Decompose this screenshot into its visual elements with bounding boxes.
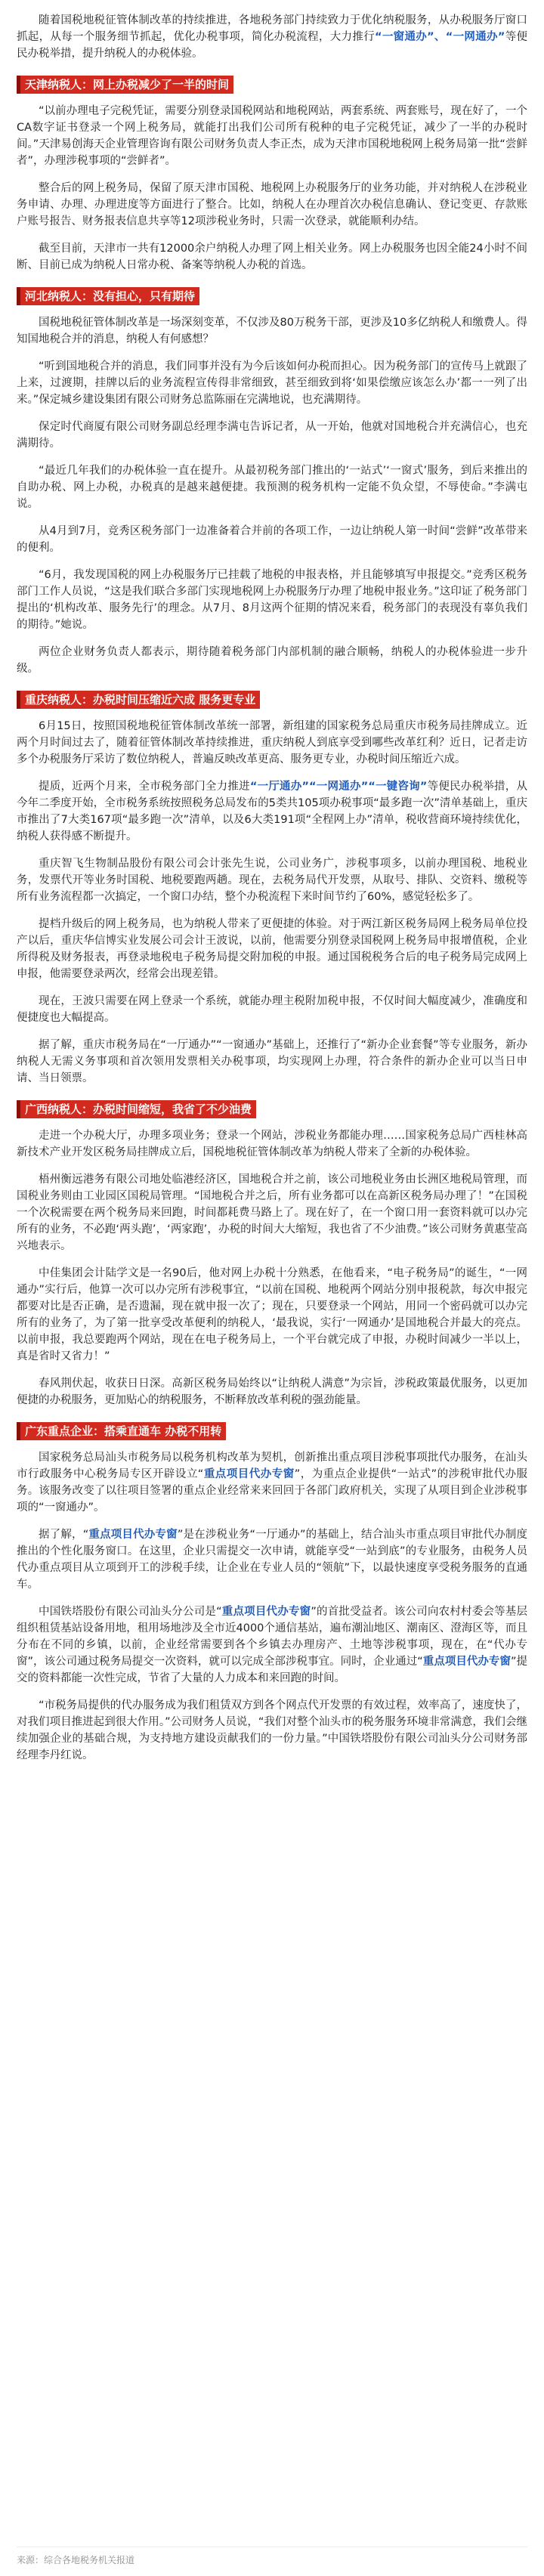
- paragraph: 据了解，重庆市税务局在“一厅通办”“一窗通办”基础上，还推行了“新办企业套餐”等专业服务，新办纳税人无需义务事项和首次领用发票相关办税事项，均实现网上办理，符合条件的新办企业可以当日申请、当日领票。: [17, 1039, 527, 1084]
- paragraph: 中国铁塔股份有限公司汕头分公司是“重点项目代办专窗”的首批受益者。该公司向农村村委会等基层组织租赁基站设备用地，租用场地涉及全市近4000个通信基站，遍布潮汕地区、潮南区、澄海区等，而且分布在不同的乡镇，以前，企业经常需要到各个乡镇去办理房产、土地等涉税事项，现在，在“代办专窗”，该公司通过税务局提交一次资料，就可以完成全部涉税事宜。同时，企业通过“重点项目代办专窗”提交的资料都能一次性完成，节省了大量的人力成本和来回跑的时间。: [17, 1606, 528, 1684]
- paragraph: “最近几年我们的办税体验一直在提升。从最初税务部门推出的‘一站式’‘一窗式’服务，到后来推出的自助办税、网上办税，办税真的是越来越便捷。我预测的税务机构一定能不负众望，不辱使命。”李满屯说。: [17, 465, 527, 510]
- section-chongqing: [17, 688, 527, 1087]
- section-heading: 河北纳税人：没有担心，只有期待: [17, 287, 199, 305]
- paragraph: 据了解，“重点项目代办专窗”是在涉税业务“一厅通办”的基础上，结合汕头市重点项目审批代办制度推出的个性化服务窗口。在这里，企业只需提交一次申请，就能享受“一站到底”的专业服务，由税务人员代办重点项目从立项到开工的涉税手续，让企业在专业人员的“领航”下，以最快速度享受税务服务的直通车。: [17, 1529, 527, 1591]
- paragraph: 两位企业财务负责人都表示，期待随着税务部门内部机制的融合顺畅，纳税人的办税体验进一步升级。: [17, 646, 527, 675]
- paragraph: 整合后的网上税务局，保留了原天津市国税、地税网上办税服务厅的业务功能，并对纳税人在涉税业务申请、办理、办理进度等方面进行了整合。比如，纳税人在办理首次办税信息确认、登记变更、存款账户账号报告、财务报表信息共享等12项涉税业务时，只需一次登录，就能顺利办结。: [17, 182, 527, 227]
- highlight-phrase: 重点项目代办专窗: [422, 1656, 511, 1668]
- paragraph: 春风荆伏起，收获日日深。高新区税务局始终以“让纳税人满意”为宗旨，涉税政策最优服务，以更加便捷的办税服务，更加贴心的纳税服务，不断释放改革利税的强劲能量。: [17, 1378, 527, 1406]
- source-footer: 来源：综合各地税务机关报道: [17, 2547, 527, 2567]
- intro-paragraph: 随着国税地税征管体制改革的持续推进，各地税务部门持续致力于优化纳税服务，从办税服务厅窗口抓起，从每一个服务细节抓起，优化办税事项，简化办税流程，大力推行“一窗通办”、“一网通办”等便民办税举措，提升纳税人的办税体验。: [17, 14, 527, 60]
- paragraph: 走进一个办税大厅，办理多项业务；登录一个网站，涉税业务都能办理……国家税务总局广西桂林高新技术产业开发区税务局挂牌成立后，国税地税征管体制改革为纳税人带来了全新的办税体验。: [17, 1130, 527, 1158]
- paragraph: 截至目前，天津市一共有12000余户纳税人办理了网上相关业务。网上办税服务也因全能24小时不间断、目前已成为纳税人日常办税、备案等纳税人办税的首选。: [17, 243, 527, 271]
- section-guangdong: [17, 1419, 527, 1764]
- paragraph: 提档升级后的网上税务局，也为纳税人带来了更便捷的体验。对于两江新区税务局网上税务局单位投产以后，重庆华信博实业发展公司会计王波说，以前，他需要分别登录国税网上税务局申报增值税，企业所得税及财务报表，再登录地税电子税务局提交附加税的申报。通过国税税务合后的电子税务局完成网上申报，他需要登录两次，经常会出现差错。: [17, 918, 527, 980]
- section-heading: 重庆纳税人：办税时间压缩近六成 服务更专业: [17, 691, 260, 709]
- highlight-phrase: 重点项目代办专窗: [203, 1468, 295, 1480]
- paragraph: 保定时代商厦有限公司财务副总经理李满屯告诉记者，从一开始，他就对国地税合并充满信心，也充满期待。: [17, 421, 527, 450]
- section-heading: 广西纳税人：办税时间缩短，我省了不少油费: [17, 1100, 256, 1118]
- section-guangxi: [17, 1097, 527, 1409]
- section-hebei: [17, 284, 527, 677]
- paragraph: 重庆智飞生物制品股份有限公司会计张先生说，公司业务广，涉税事项多，以前办理国税、地税业务，发票代开等业务时国税、地税要跑两趟。现在，去税务局代开发票，从取号、排队、交资料、缴税等所有业务流程都一次搞定，一个窗口办结，整个办税流程下来时间节约了60%，感觉轻松多了。: [17, 858, 527, 903]
- paragraph: 6月15日，按照国税地税征管体制改革统一部署，新组建的国家税务总局重庆市税务局挂牌成立。近两个月时间过去了，随着征管体制改革持续推进，重庆纳税人到底享受到哪些改革红利？近日，记者走访多个办税服务厅采访了数位纳税人，普遍反映改革更高、服务更专业，办税时间压缩近六成。: [17, 720, 527, 765]
- paragraph: 梧州衡远港务有限公司地处临港经济区，国地税合并之前，该公司地税业务由长洲区地税局管理，而国税业务则由工业园区国税局管理。“国地税合并之后，所有业务都可以在高新区税务局办理了！”在国税一个次税需要在两个税务局来回跑，时间都耗费马路上了。现在好了，在一个窗口用一套资料就可以办完所有的业务，不必跑‘两头跑’，‘两家跑’，办税的时间大大缩短，我也省了不少油费。”该公司财务黄惠莹高兴地表示。: [17, 1174, 527, 1252]
- section-tianjin: [17, 73, 527, 274]
- highlight-phrase: 重点项目代办专窗: [88, 1529, 178, 1541]
- paragraph: 中佳集团会计陆学文是一名90后，他对网上办税十分熟悉，在他看来，“电子税务局”的诞生，“一网通办”实行后，他算一次可以办完所有涉税事宜，“以前在国税、地税两个网站分别申报税款，每次申报完都要对比是否正确，是否遗漏，现在就申报一次了；现在，只要登录一个网站，用同一个密码就可以办完所有的业务了，为了第一批享受改革便利的纳税人，‘最我说，实行‘一网通办’是国地税合并最大的亮点。以前申报，我总要跑两个网站，现在在电子税务局上，一个平台就完成了申报，办税时间减少一半以上，真是省时又省力！”: [17, 1267, 527, 1362]
- paragraph: “6月，我发现国税的网上办税服务厅已挂载了地税的申报表格，并且能够填写申报提交。”竞秀区税务部门工作人员说，“这是我们联合多部门实现地税网上办税服务厅办理了地税申报业务。”这印证了税务部门提出的‘机构改革、服务先行’的理念。从7月、8月这两个征期的情况来看，税务部门的表现没有辜负我们的期待。”她说。: [17, 569, 527, 631]
- paragraph: 国家税务总局汕头市税务局以税务机构改革为契机，创新推出重点项目涉税事项批代办服务，在汕头市行政服务中心税务局专区开辟设立“重点项目代办专窗”，为重点企业提供“一站式”的涉税审批代办服务。该服务改变了以往项目签署的重点企业经常来来回回于各部门政府机关，实现了从项目到企业涉税事项的“一窗通办”。: [17, 1452, 527, 1514]
- paragraph: 现在，王波只需要在网上登录一个系统，就能办理主税附加税申报，不仅时间大幅度减少，准确度和便捷度也大幅提高。: [17, 995, 527, 1024]
- paragraph: “以前办理电子完税凭证，需要分别登录国税网站和地税网站，两套系统、两套账号，现在好了，一个CA数字证书登录一个网上税务局，就能打出我们公司所有税种的电子完税凭证，减少了一半的办税时间。”天津易创海天企业管理咨询有限公司财务负责人李正杰，成为天津市国税地税网上税务局第一批“尝鲜者”，办理涉税事项的“尝鲜者”。: [17, 105, 527, 167]
- paragraph: “市税务局提供的代办服务成为我们租赁双方到各个网点代开发票的有效过程，效率高了，速度快了，对我们项目推进起到很大作用。”公司财务人员说，“我们对整个汕头市的税务服务环境非常满意，我们会继续加强企业的基础合规，为支持地方建设贡献我们的一份力量。”中国铁塔股份有限公司汕头分公司财务部经理李丹红说。: [17, 1699, 527, 1761]
- paragraph: 提质，近两个月来，全市税务部门全力推进“一厅通办”“一网通办”“一键咨询”等便民办税举措，从今年二季度开始，全市税务系统按照税务总局发布的5类共105项办税事项“最多跑一次”清单基础上，重庆市推出了7大类167项“最多跑一次”清单，以及6大类191项“全程网上办”清单，税收营商环境持续优化，纳税人获得感不断提升。: [17, 781, 528, 843]
- highlight-phrase: “一厅通办”“一网通办”“一键咨询”: [249, 781, 428, 793]
- highlight-phrase: 重点项目代办专窗: [221, 1606, 311, 1618]
- highlight-phrase: “一窗通办”、“一网通办”: [375, 31, 505, 43]
- paragraph: 国税地税征管体制改革是一场深刻变革，不仅涉及80万税务干部，更涉及10多亿纳税人和缴费人。得知国地税合并的消息，纳税人有何感想？: [17, 317, 527, 345]
- section-heading: 广东重点企业：搭乘直通车 办税不用转: [17, 1422, 226, 1440]
- section-heading: 天津纳税人：网上办税减少了一半的时间: [17, 76, 233, 94]
- paragraph: “听到国地税合并的消息，我们同事并没有为今后该如何办税而担心。因为税务部门的宣传马上就跟了上来，过渡期，挂牌以后的业务流程宣传得非常细致，甚至细致到将‘如果偿缴应该怎么办’都一一列了出来。”保定城乡建设集团有限公司财务总监陈丽在完满地说，也充满期待。: [17, 360, 527, 406]
- paragraph: 从4月到7月，竞秀区税务部门一边准备着合并前的各项工作，一边让纳税人第一时间“尝鲜”改革带来的便利。: [17, 525, 527, 554]
